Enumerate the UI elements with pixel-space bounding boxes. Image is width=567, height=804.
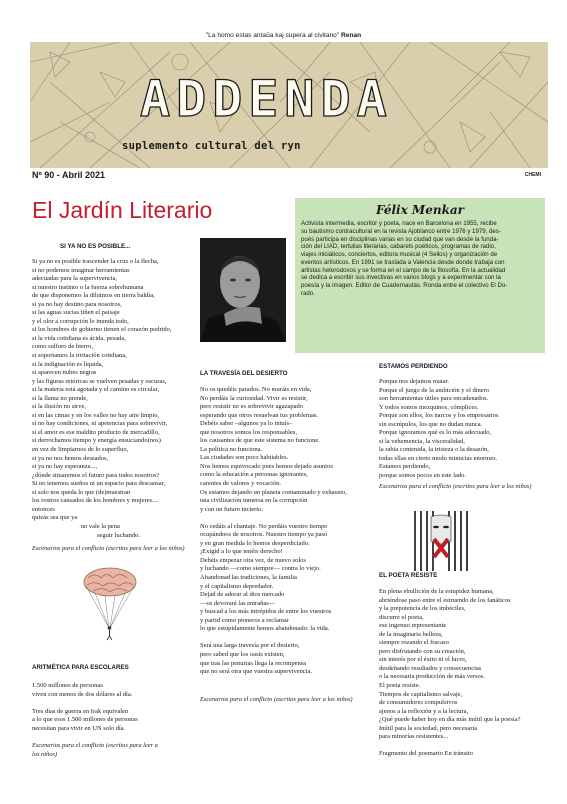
- poem-line: si en las cimas y en los valles no hay aire limpio,: [32, 411, 160, 419]
- poem-line: Porque son ellos, los narcos y los empresarios: [379, 412, 499, 420]
- bio-line: poesía y la imagen. Editor de Cuadernautas. Ronda entre el colectivo El Do-: [301, 282, 508, 289]
- poem-credit-aritmetica: [32, 742, 158, 759]
- poem-aritmetica: [32, 682, 138, 733]
- bio-line: eventos artísticos. En 1991 se traslada a Valencia desde donde trabaja con: [301, 258, 505, 266]
- poem-line: si las aguas sucias tiñen el paisaje: [32, 309, 120, 317]
- poem-line: Inútil para la sociedad, pero necesaria: [379, 724, 478, 732]
- poem-line: ¡Exigid a lo que tenéis derecho!: [200, 548, 283, 556]
- poem-line: una civilización inmersa en la corrupción: [200, 497, 308, 505]
- poem-line: los rostros cansados de los hombres y mujeres....: [32, 497, 159, 505]
- poem-line: Os estamos dejando un planeta contaminado y exhausto,: [200, 488, 347, 496]
- poem-line: desdeñando resultados y consecuencias: [379, 664, 482, 672]
- poem-line: Tiempos de capitalismo salvaje,: [379, 690, 463, 698]
- poem-credit-estamos-perdiendo: Escenarios para el conflicto (escritos para leer a los niños): [379, 483, 532, 490]
- poem-line: si la llama no prende,: [32, 394, 88, 402]
- motto-text: "La homo estas antaŭa kaj supera al civitano": [205, 32, 340, 39]
- poem-title-el-poeta-resiste: EL POETA RESISTE: [379, 572, 438, 579]
- poem-line: Abandonad las tradiciones, la familia: [200, 574, 297, 582]
- issue-number: Nº 90 - Abril 2021: [32, 170, 105, 180]
- poem-line: los causantes de que este sistema no funcione.: [200, 437, 320, 445]
- author-bio-text: [301, 220, 539, 298]
- poem-line: sin interés por el éxito ni el lucro,: [379, 656, 467, 664]
- poem-line: si soportamos la irritación cotidiana,: [32, 352, 127, 360]
- poem-line: pero sabed que los oasis existen,: [200, 650, 285, 658]
- poem-line: seguir luchando.: [32, 531, 140, 539]
- portrait-image: [200, 238, 286, 342]
- poem-line: si la materia está agotada y el camino es circular,: [32, 386, 160, 394]
- poem-credit-la-travesia: Escenarios para el conflicto (escritos para leer a los niños): [200, 696, 353, 703]
- poem-line: si solo nos queda lo que (de)muestran: [32, 488, 131, 496]
- poem-line: Debéis empezar otra vez, de nuevo solos: [200, 556, 306, 564]
- poem-line: Debéis saber –algunos ya lo intuís–: [200, 420, 293, 428]
- motto: [0, 32, 567, 39]
- poem-line: y el capitalismo depredador.: [200, 582, 274, 590]
- poem-line: y el olor a corrupción lo inunda todo,: [32, 317, 129, 325]
- poem-line: de la imaginaria belleza,: [379, 630, 443, 638]
- poem-title-si-ya-no-es-posible: SI YA NO ES POSIBLE...: [60, 243, 131, 250]
- poem-line: Porque el juego de la ambición y el dinero: [379, 386, 490, 394]
- poem-line: viven con menos de dos dólares al día.: [32, 690, 133, 698]
- poem-line: [379, 742, 521, 751]
- poem-line: todas ellas en cierto modo minucias enormes.: [379, 454, 498, 462]
- poem-line: si el amor es ese maldito producto de mercadillo,: [32, 428, 160, 436]
- poem-line: No os quedéis parados. No muráis en vida,: [200, 386, 312, 393]
- poem-line: si ya no hay esperanza...,: [32, 463, 97, 471]
- author-bio-box: [295, 198, 545, 353]
- poem-line: pero disfrutando con su creación,: [379, 647, 466, 655]
- poem-line: El poeta resiste.: [379, 682, 421, 690]
- brand-subtitle: suplemento cultural del ryn: [122, 140, 301, 152]
- poem-line: adecuadas para la supervivencia,: [32, 275, 118, 283]
- poem-line: si la vehemencia, la visceralidad,: [379, 437, 465, 445]
- poem-el-poeta-resiste: [379, 588, 521, 759]
- poem-line: Y todos somos mezquinos, cómplices.: [379, 403, 479, 411]
- poem-credit: Escenarios para el conflicto (escritos para leer a los niños): [32, 545, 185, 552]
- bio-line: Activista intermedia, escritor y poeta, nace en Barcelona en 1955, recibe: [301, 220, 497, 227]
- section-title: El Jardín Literario: [32, 197, 213, 223]
- bio-line: rado.: [301, 289, 315, 297]
- poem-line: Porque ignoramos qué es lo más adecuado,: [379, 429, 492, 437]
- poem-line: para minorías resistentes...: [379, 733, 449, 741]
- poem-line: ¿Qué puede haber hoy en día más inútil que la poesía?: [379, 716, 521, 724]
- poem-line: necesitan para vivir en UN solo día.: [32, 724, 126, 732]
- poem-line: Fragmento del poemario En tránsito: [379, 750, 473, 758]
- poem-line: son herramientas útiles para encadenados.: [379, 395, 489, 403]
- poem-line: carentes de valores y vocación.: [200, 480, 282, 488]
- poem-line: como sulfuro de hierro,: [32, 343, 94, 351]
- poem-line: lo que estúpidamente hemos abandonado: la vida.: [200, 625, 330, 633]
- credit-line-1: Escenarios para el conflicto (escritos para leer a: [32, 742, 158, 749]
- poem-line: En plena ebullición de la estupidez humana,: [379, 588, 494, 595]
- credit-line-2: los niños): [32, 750, 58, 758]
- poem-line: si derrochamos tiempo y energía ensuciando(nos): [32, 437, 161, 445]
- poem-line: si no podemos imaginar herramientas: [32, 266, 130, 274]
- poem-line: [32, 699, 138, 708]
- poem-line: si los hombres de gobierno tienen el corazón podrido,: [32, 326, 172, 334]
- poem-line: de que disponemos la diluimos en tierra baldía,: [32, 292, 155, 300]
- poem-line: sin escrúpulos, los que no dudan nunca.: [379, 420, 483, 428]
- poem-line: Estamos perdiendo,: [379, 463, 431, 471]
- poem-line: como la educación a personas ignorantes,: [200, 471, 308, 479]
- poem-estamos-perdiendo: [379, 378, 499, 481]
- bio-line: pués participa en disciplinas varias en su ciudad que van desde la funda-: [301, 235, 499, 243]
- poem-line: 1.500 millones de personas: [32, 682, 103, 689]
- poem-line: Será una larga travesía por el desierto,: [200, 642, 300, 650]
- poem-line: y las figuras retóricas se vuelven pesadas y oscuras,: [32, 377, 167, 385]
- poem-line: abriéndose paso entre el estruendo de los fanáticos: [379, 596, 511, 604]
- poem-line: [200, 634, 347, 643]
- poem-line: si no hay condiciones, ni apetencias para sobrevivir,: [32, 420, 168, 428]
- poem-line: si la vida cotidiana es ácida, pesada,: [32, 334, 126, 342]
- poem-title-estamos-perdiendo: ESTAMOS PERDIENDO: [379, 363, 448, 370]
- poem-line: [200, 514, 347, 523]
- poem-line: ese ingenuo representante: [379, 622, 447, 630]
- poem-line: discurre el poeta,: [379, 613, 424, 621]
- poem-line: si la indignación es líquida,: [32, 360, 104, 368]
- poem-line: y partid como pioneros a reclamar: [200, 616, 289, 624]
- poem-line: de consumidores compulsivos: [379, 699, 458, 707]
- author-name: Félix Menkar: [375, 203, 464, 217]
- poem-line: si ya no nos hemos deseados,: [32, 454, 109, 462]
- bio-line: viajes iniciáticos, conciertos, editora musical (4 Sellos) y organización de: [301, 251, 498, 258]
- poem-line: pero resistir no es sobrevivir agazapado: [200, 403, 304, 411]
- poem-line: La política no funciona.: [200, 445, 263, 453]
- poem-line: que nosotros somos los responsables,: [200, 428, 297, 436]
- poem-line: que no será otra que vuestra supervivencia.: [200, 668, 313, 676]
- poem-line: esperando que otros resuelvan tus problemas.: [200, 411, 319, 419]
- poem-line: Las ciudades son poco habitables.: [200, 454, 289, 462]
- author-portrait: [200, 238, 286, 342]
- poem-line: Porque nos dejamos matar.: [379, 378, 450, 385]
- poem-line: si ya no hay destino para nosotros,: [32, 300, 122, 308]
- poem-line: que tras las penurias llega la recompensa: [200, 659, 307, 667]
- poem-line: si aparecen nubes negras: [32, 369, 97, 377]
- poem-line: a lo que esos 1.500 millones de personas: [32, 716, 138, 724]
- poem-line: Si ya no es posible trascender la cruz o la flecha,: [32, 258, 159, 265]
- motto-author: Renan: [341, 32, 362, 39]
- poem-line: No cedáis al chantaje. No perdáis vuestro tiempo: [200, 522, 328, 530]
- masthead: [30, 42, 548, 168]
- poem-line: ¿dónde situaremos el futuro para todos nosotros?: [32, 471, 160, 479]
- poem-line: Si no tenemos sueños ni un espacio para descansar,: [32, 480, 166, 488]
- poem-line: entonces: [32, 505, 55, 513]
- poem-line: siempre rozando el fracaso: [379, 639, 449, 647]
- bio-line: su bautismo contracultural en la revista Ajoblanco entre 1976 y 1979, des-: [301, 227, 501, 235]
- bio-line: artistas heterodoxos y se forma en el campo de la filosofía. En la actualidad: [301, 266, 506, 274]
- poem-line: si nuestro instinto o la fuerza sobrehumana: [32, 283, 144, 291]
- poem-title-la-travesia: LA TRAVESÍA DEL DESIERTO: [200, 370, 288, 377]
- poem-line: quizás sea que ya: [32, 514, 78, 522]
- bio-line: ción del LIAD, tertulias literarias, cabarets poéticos, programas de radio,: [301, 243, 496, 251]
- poem-line: —os devorará las entrañas—: [200, 599, 276, 607]
- poem-line: en vez de limpiarnos de lo superfluo,: [32, 446, 129, 454]
- poem-line: y buscad a los más intrépidos de entre los vuestros: [200, 608, 332, 616]
- poem-line: No perdáis la curiosidad. Vivir es resistir,: [200, 394, 308, 402]
- brain-parachute-illustration: [73, 566, 148, 641]
- poem-line: porque somos pocos en este lado.: [379, 472, 467, 480]
- poem-la-travesia: [200, 386, 347, 677]
- poem-title-aritmetica: ARITMÉTICA PARA ESCOLARES: [32, 664, 129, 671]
- poem-line: y en gran medida lo hemos desperdiciado.: [200, 539, 310, 547]
- poem-line: Nos hemos equivocado pues hemos dejado asuntos: [200, 462, 333, 470]
- brand-logo: ADDENDA: [140, 70, 393, 128]
- poem-line: Dejad de adorar al dios mercado: [200, 591, 285, 599]
- poem-line: no vale la pena: [32, 522, 120, 530]
- bio-line: se dedica a escribir sus invectivas en varios blogs y a experimentar con la: [301, 274, 501, 282]
- poem-line: y con un futuro incierto.: [200, 505, 263, 513]
- poem-line: Tres días de guerra en Irak equivalen: [32, 707, 129, 715]
- poem-line: ocupándoos de nosotros. Nuestro tiempo ya pasó: [200, 531, 328, 539]
- poem-line: y luchando —como siempre— contra lo viejo.: [200, 565, 321, 573]
- poem-line: y la prepotencia de los imbéciles,: [379, 605, 466, 613]
- poem-line: o la necesaria producción de más versos.: [379, 673, 485, 681]
- poem-si-ya-no-es-posible: [32, 258, 172, 540]
- poem-line: si la ilusión no sirve,: [32, 403, 86, 411]
- illustrator-credit: CHEMI: [524, 172, 541, 178]
- x-face-illustration: [411, 511, 471, 571]
- poem-line: ajenos a la reflexión y a la lectura,: [379, 707, 469, 715]
- poem-line: la rabia contenida, la tristeza o la desazón,: [379, 446, 489, 454]
